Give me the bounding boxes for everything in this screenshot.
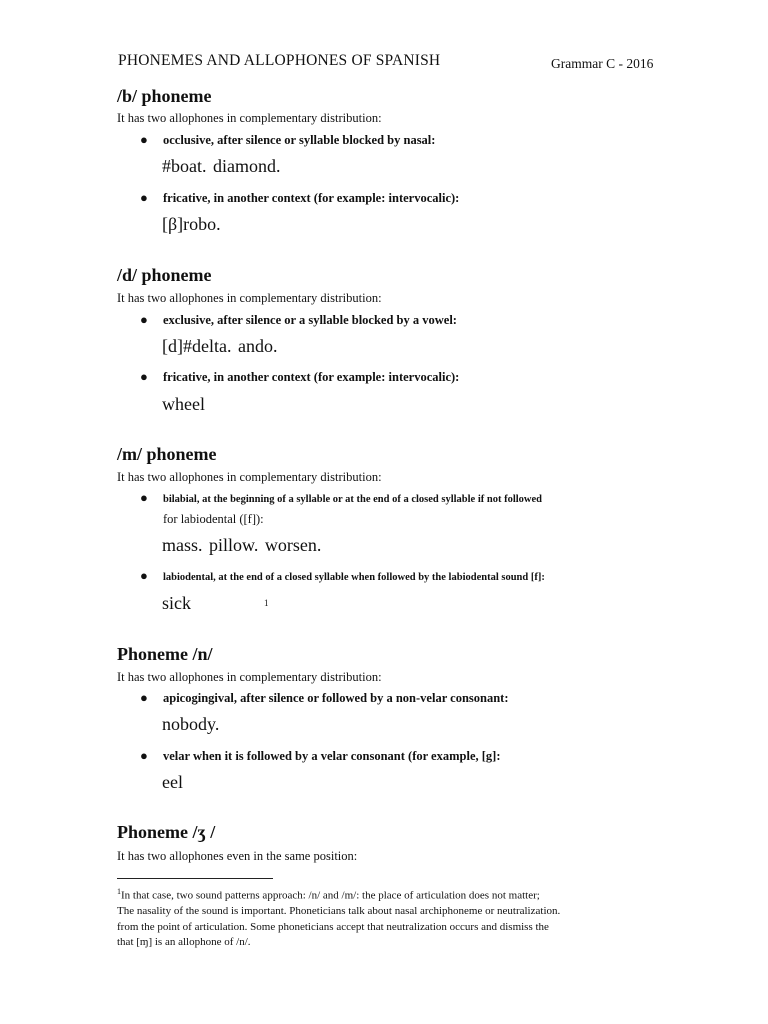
example-text: [d]#delta. ando.	[162, 336, 278, 356]
bullet-icon: ●	[140, 748, 148, 763]
bullet-icon: ●	[140, 190, 148, 205]
example-text: nobody.	[162, 714, 220, 734]
list-item	[140, 191, 459, 206]
list-item	[140, 691, 508, 706]
section-heading-b: /b/ phoneme	[117, 86, 212, 106]
example-text: sick	[162, 593, 191, 613]
footnote-divider	[117, 878, 273, 879]
example-text: wheel	[162, 394, 205, 414]
allophone-label: velar when it is followed by a velar consonant (for example, [g]:	[163, 749, 501, 763]
example-text: eel	[162, 772, 183, 792]
allophone-continuation: for labiodental ([f]):	[163, 512, 264, 526]
footnote	[117, 884, 647, 951]
section-heading-zh: Phoneme /ʒ /	[117, 822, 216, 842]
section-heading-m: /m/ phoneme	[117, 444, 217, 464]
allophone-label: fricative, in another context (for example: intervocalic):	[163, 191, 460, 205]
footnote-line: The nasality of the sound is important. Phoneticians talk about nasal archiphoneme or neutralization.	[117, 905, 561, 918]
list-item	[140, 133, 435, 148]
example-text: [β]robo.	[162, 214, 221, 234]
footnote-line: $^1$In that case, two sound patterns approach: /n/ and /m/: the place of articulation does not matter;	[117, 887, 540, 902]
footnote-reference: 1	[264, 598, 269, 608]
bullet-icon: ●	[140, 490, 148, 505]
footnote-line: that [ɱ] is an allophone of /n/.	[117, 936, 251, 949]
section-intro-m: It has two allophones in complementary distribution:	[117, 470, 382, 484]
allophone-label: bilabial, at the beginning of a syllable or at the end of a closed syllable if not followed	[163, 494, 542, 505]
document-title: PHONEMES AND ALLOPHONES OF SPANISH	[118, 52, 441, 69]
section-intro-b: It has two allophones in complementary distribution:	[117, 111, 382, 125]
allophone-label: occlusive, after silence or syllable blocked by nasal:	[163, 133, 436, 147]
allophone-label: apicogingival, after silence or followed by a non-velar consonant:	[163, 691, 509, 705]
list-item	[140, 313, 457, 328]
section-intro-d: It has two allophones in complementary distribution:	[117, 291, 382, 305]
list-item	[140, 491, 542, 505]
allophone-label: fricative, in another context (for example: intervocalic):	[163, 370, 460, 384]
section-intro-zh: It has two allophones even in the same position:	[117, 849, 358, 863]
allophone-label: exclusive, after silence or a syllable blocked by a vowel:	[163, 313, 457, 327]
list-item	[140, 749, 500, 764]
list-item	[140, 569, 545, 583]
footnote-line: from the point of articulation. Some phoneticians accept that neutralization occurs and dismiss the	[117, 920, 549, 933]
section-intro-n: It has two allophones in complementary distribution:	[117, 670, 382, 684]
example-text: mass. pillow. worsen.	[162, 535, 322, 555]
bullet-icon: ●	[140, 690, 148, 705]
bullet-icon: ●	[140, 132, 148, 147]
footnote-marker: 1	[117, 887, 121, 896]
allophone-label: labiodental, at the end of a closed syllable when followed by the labiodental sound [f]:	[163, 572, 545, 583]
course-label: Grammar C - 2016	[551, 56, 654, 71]
bullet-icon: ●	[140, 312, 148, 327]
bullet-icon: ●	[140, 568, 148, 583]
section-heading-d: /d/ phoneme	[117, 265, 212, 285]
example-text: #boat. diamond.	[162, 156, 281, 176]
section-heading-n: Phoneme /n/	[117, 644, 213, 664]
bullet-icon: ●	[140, 369, 148, 384]
list-item	[140, 370, 459, 385]
